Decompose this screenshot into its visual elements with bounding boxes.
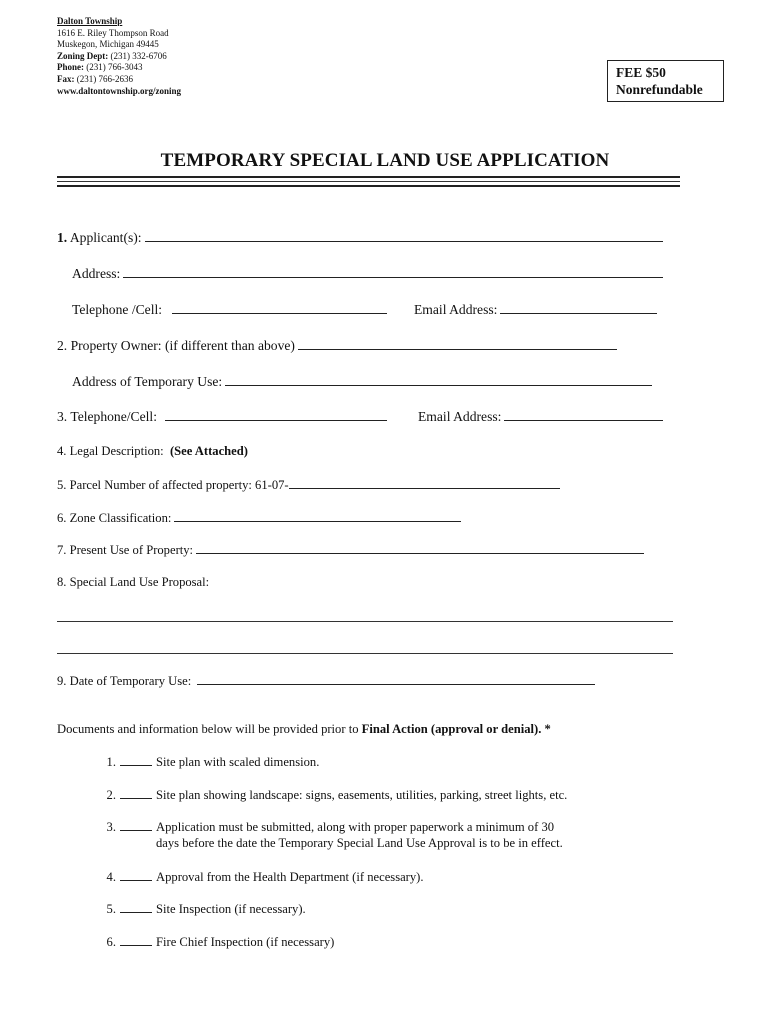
applicant-number: 1. <box>57 230 68 245</box>
proposal-input-line-2[interactable] <box>57 653 673 654</box>
page-title: TEMPORARY SPECIAL LAND USE APPLICATION <box>160 150 610 171</box>
telephone-input[interactable] <box>172 301 387 314</box>
address-row <box>72 265 663 282</box>
documents-intro-text: Documents and information below will be provided prior to <box>57 722 362 736</box>
fee-amount: FEE $50 <box>616 65 666 80</box>
date-label: 9. Date of Temporary Use: <box>57 674 192 688</box>
email-row-2 <box>418 408 663 425</box>
item-checkbox-line[interactable] <box>120 754 152 766</box>
item-number: 1. <box>106 755 116 769</box>
applicant-label: Applicant(s): <box>67 230 142 245</box>
document-item-1 <box>100 754 319 770</box>
zone-input[interactable] <box>174 509 461 522</box>
item-number: 6. <box>106 935 116 949</box>
applicant-row <box>57 229 663 246</box>
fax-line <box>57 74 181 86</box>
fax-label: Fax: <box>57 73 75 84</box>
title-rule-2 <box>57 181 680 182</box>
email-label: Email Address: <box>414 302 498 317</box>
phone-line <box>57 62 181 74</box>
document-item-2 <box>100 787 567 803</box>
website[interactable]: www.daltontownship.org/zoning <box>57 85 182 96</box>
telephone-row-3 <box>57 408 387 425</box>
item-checkbox-line[interactable] <box>120 819 152 831</box>
applicant-input[interactable] <box>145 229 663 242</box>
item-text: Site plan with scaled dimension. <box>156 755 320 769</box>
temp-address-input[interactable] <box>225 373 652 386</box>
item-text-continued: days before the date the Temporary Special Land Use Approval is to be in effect. <box>156 836 563 850</box>
zone-row <box>57 509 461 526</box>
present-use-label: 7. Present Use of Property: <box>57 543 194 557</box>
parcel-label: 5. Parcel Number of affected property: 61-07- <box>57 478 289 492</box>
telephone-input-3[interactable] <box>165 408 387 421</box>
legal-description-label: 4. Legal Description: <box>57 444 164 458</box>
parcel-input[interactable] <box>289 476 560 489</box>
item-text: Approval from the Health Department (if necessary). <box>156 870 424 884</box>
telephone-row <box>72 301 387 318</box>
telephone-label-3: 3. Telephone/Cell: <box>57 409 157 424</box>
phone-label: Phone: <box>57 62 84 73</box>
fee-note: Nonrefundable <box>616 82 703 97</box>
email-input[interactable] <box>500 301 657 314</box>
email-input-2[interactable] <box>504 408 663 421</box>
fax-number: (231) 766-2636 <box>74 73 133 84</box>
address-line-2: Muskegon, Michigan 49445 <box>57 39 159 50</box>
temp-address-label: Address of Temporary Use: <box>72 374 223 389</box>
fee-box <box>607 60 724 102</box>
item-number: 3. <box>106 820 116 834</box>
parcel-row <box>57 476 560 493</box>
item-checkbox-line[interactable] <box>120 869 152 881</box>
temp-address-row <box>72 373 652 390</box>
address-input[interactable] <box>123 265 663 278</box>
item-text: Application must be submitted, along with proper paperwork a minimum of 30 <box>156 820 555 834</box>
date-row <box>57 672 595 689</box>
email-label-2: Email Address: <box>418 409 502 424</box>
property-owner-input[interactable] <box>298 337 617 350</box>
item-checkbox-line[interactable] <box>120 787 152 799</box>
item-number: 2. <box>106 788 116 802</box>
document-item-5 <box>100 901 306 917</box>
zoning-phone: (231) 332-6706 <box>108 50 167 61</box>
title-rule-3 <box>57 185 680 187</box>
document-item-3 <box>100 819 563 851</box>
proposal-row <box>57 574 209 590</box>
item-text: Site Inspection (if necessary). <box>156 902 306 916</box>
document-item-4 <box>100 869 424 885</box>
documents-intro <box>57 721 551 737</box>
address-label: Address: <box>72 266 121 281</box>
org-name: Dalton Township <box>57 16 123 26</box>
proposal-input-line-1[interactable] <box>57 621 673 622</box>
legal-description-row <box>57 443 248 459</box>
item-text: Site plan showing landscape: signs, easements, utilities, parking, street lights, etc. <box>156 788 568 802</box>
proposal-label: 8. Special Land Use Proposal: <box>57 575 210 589</box>
present-use-row <box>57 541 644 558</box>
legal-description-value: (See Attached) <box>169 444 248 458</box>
document-item-6 <box>100 934 334 950</box>
telephone-label: Telephone /Cell: <box>72 302 163 317</box>
zone-label: 6. Zone Classification: <box>57 511 172 525</box>
property-owner-label: 2. Property Owner: (if different than above) <box>57 338 295 353</box>
zoning-label: Zoning Dept: <box>57 50 109 61</box>
date-input[interactable] <box>197 672 595 685</box>
present-use-input[interactable] <box>196 541 644 554</box>
item-number: 4. <box>106 870 116 884</box>
phone-number: (231) 766-3043 <box>84 62 143 73</box>
zoning-line <box>57 51 181 63</box>
title-rule-1 <box>57 176 680 178</box>
item-text: Fire Chief Inspection (if necessary) <box>156 935 335 949</box>
email-row-1 <box>414 301 657 318</box>
item-number: 5. <box>106 902 116 916</box>
item-checkbox-line[interactable] <box>120 934 152 946</box>
township-header <box>57 16 181 97</box>
address-line-1: 1616 E. Riley Thompson Road <box>57 27 169 38</box>
item-checkbox-line[interactable] <box>120 901 152 913</box>
property-owner-row <box>57 337 617 354</box>
documents-intro-bold: Final Action (approval or denial). * <box>361 722 551 736</box>
